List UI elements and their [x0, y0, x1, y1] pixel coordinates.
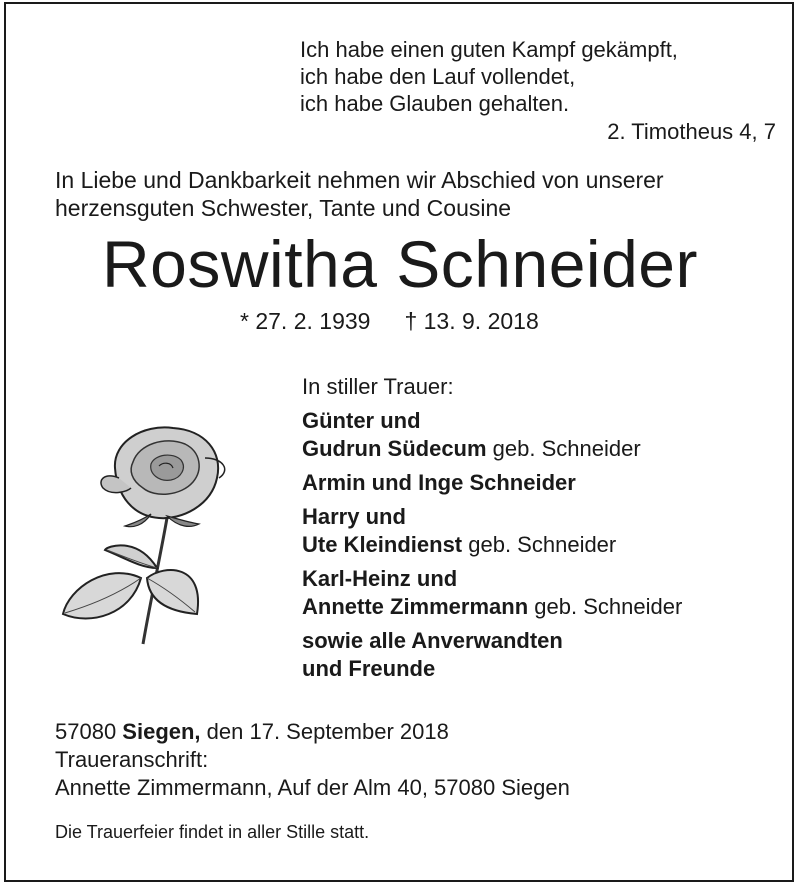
- postcode: 57080: [55, 719, 123, 744]
- mourner-name: sowie alle Anverwandten: [302, 628, 563, 653]
- mourner-name: Harry und: [302, 504, 406, 529]
- maiden-name: geb. Schneider: [528, 594, 683, 619]
- mourners-list: [302, 373, 682, 689]
- verse-line: ich habe Glauben gehalten.: [300, 91, 570, 116]
- maiden-name: geb. Schneider: [462, 532, 617, 557]
- mourner-name: Gudrun Südecum: [302, 436, 487, 461]
- place-date-line: [55, 718, 570, 746]
- rose-icon: [55, 418, 255, 648]
- mourner-name: Günter und: [302, 408, 421, 433]
- mourners-heading: In stiller Trauer:: [302, 374, 454, 399]
- mourner-group: [302, 627, 682, 683]
- mourner-group: [302, 407, 682, 463]
- intro-line: herzensguten Schwester, Tante und Cousine: [55, 195, 512, 221]
- life-dates: [240, 308, 539, 335]
- mourner-name: und Freunde: [302, 656, 436, 681]
- verse-line: Ich habe einen guten Kampf gekämpft,: [300, 37, 678, 62]
- intro-text: [55, 166, 664, 222]
- mourner-group: [302, 469, 682, 497]
- intro-line: In Liebe und Dankbarkeit nehmen wir Abschied von unserer: [55, 167, 664, 193]
- address-label: Traueranschrift:: [55, 747, 209, 772]
- death-date: † 13. 9. 2018: [404, 308, 539, 334]
- birth-date: * 27. 2. 1939: [240, 308, 371, 334]
- funeral-note: Die Trauerfeier findet in aller Stille statt.: [55, 822, 370, 842]
- mourner-name: Ute Kleindienst: [302, 532, 463, 557]
- verse-line: ich habe den Lauf vollendet,: [300, 64, 576, 89]
- mourner-group: [302, 503, 682, 559]
- mourner-name: Annette Zimmermann: [302, 594, 529, 619]
- deceased-name: Roswitha Schneider: [102, 227, 698, 301]
- maiden-name: geb. Schneider: [486, 436, 641, 461]
- mourner-name: Armin und Inge Schneider: [302, 470, 576, 495]
- verse-source: 2. Timotheus 4, 7: [607, 119, 776, 144]
- bible-verse: [300, 36, 678, 117]
- place-and-address: [55, 718, 570, 802]
- mourning-address: Annette Zimmermann, Auf der Alm 40, 57080 Siegen: [55, 775, 570, 800]
- city: Siegen,: [122, 719, 201, 744]
- mourner-name: Karl-Heinz und: [302, 566, 458, 591]
- mourner-group: [302, 565, 682, 621]
- date-text: den 17. September 2018: [200, 719, 449, 744]
